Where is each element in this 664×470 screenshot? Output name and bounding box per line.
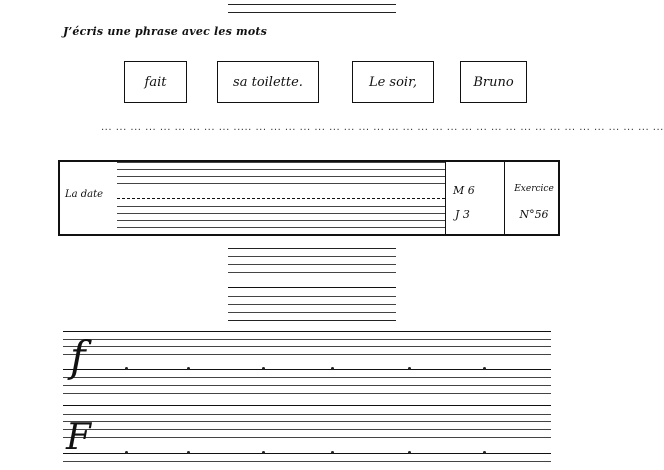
- baseline-dot: [187, 367, 190, 370]
- title-line: [228, 264, 396, 265]
- top-rule: [228, 12, 396, 13]
- title-line: [228, 304, 396, 305]
- practice-line: [63, 331, 551, 332]
- top-rule: [228, 4, 396, 5]
- date-writing-line: [117, 206, 445, 207]
- word-box-sa-toilette: [217, 61, 319, 103]
- instruction-heading: J’écris une phrase avec les mots: [63, 25, 268, 38]
- date-table-divider: [445, 162, 446, 234]
- practice-baseline: [63, 369, 551, 370]
- practice-line: [63, 385, 551, 386]
- word-box-bruno: [460, 61, 527, 103]
- title-line: [228, 256, 396, 257]
- word-box-le-soir: [352, 61, 434, 103]
- practice-line: [63, 354, 551, 355]
- baseline-dot: [262, 451, 265, 454]
- date-writing-line: [117, 227, 445, 228]
- baseline-dot: [483, 367, 486, 370]
- date-writing-line: [117, 183, 445, 184]
- baseline-dot: [331, 367, 334, 370]
- practice-line: [63, 393, 551, 394]
- model-letter-f: f: [70, 332, 86, 381]
- date-writing-line: [117, 220, 445, 221]
- dotted-answer-line: ... ... ... ... ... ... ... ... ... ..... ... ... ... ... ... ... ... ... ... ... ... ... ... ... ... ... ... ... ... ... ... ... ... ... ... ... ... ...: [101, 122, 664, 133]
- title-line: [228, 248, 396, 249]
- word-label: sa toilette.: [233, 74, 303, 90]
- baseline-dot: [331, 451, 334, 454]
- practice-line: [63, 377, 551, 378]
- date-writing-line: [117, 176, 445, 177]
- word-label: Le soir,: [368, 74, 418, 90]
- practice-baseline: [63, 453, 551, 454]
- title-line: [228, 320, 396, 321]
- practice-line: [63, 346, 551, 347]
- baseline-dot: [408, 451, 411, 454]
- date-writing-line: [117, 169, 445, 170]
- j-label: J 3: [455, 208, 470, 221]
- date-table: [58, 160, 560, 236]
- practice-line: [63, 461, 551, 462]
- exercise-number: N°56: [519, 208, 549, 221]
- practice-line: [63, 339, 551, 340]
- practice-line: [63, 437, 551, 438]
- baseline-dot: [262, 367, 265, 370]
- word-label: Bruno: [473, 74, 514, 90]
- title-baseline: [228, 287, 396, 288]
- date-label: La date: [65, 189, 104, 200]
- model-letter-F: F: [66, 417, 91, 458]
- title-line: [228, 296, 396, 297]
- date-writing-line: [117, 213, 445, 214]
- word-label: fait: [144, 74, 167, 90]
- title-line: [228, 312, 396, 313]
- baseline-dot: [125, 367, 128, 370]
- baseline-dot: [483, 451, 486, 454]
- date-writing-baseline: [117, 198, 445, 199]
- baseline-dot: [187, 451, 190, 454]
- practice-line: [63, 421, 551, 422]
- date-writing-line: [117, 162, 445, 163]
- baseline-dot: [125, 451, 128, 454]
- m-label: M 6: [453, 184, 475, 197]
- practice-line: [63, 414, 551, 415]
- exercise-label: Exercice: [514, 184, 554, 194]
- practice-line: [63, 405, 551, 406]
- date-table-divider: [504, 162, 505, 234]
- practice-line: [63, 429, 551, 430]
- title-line: [228, 272, 396, 273]
- word-box-fait: [124, 61, 187, 103]
- baseline-dot: [408, 367, 411, 370]
